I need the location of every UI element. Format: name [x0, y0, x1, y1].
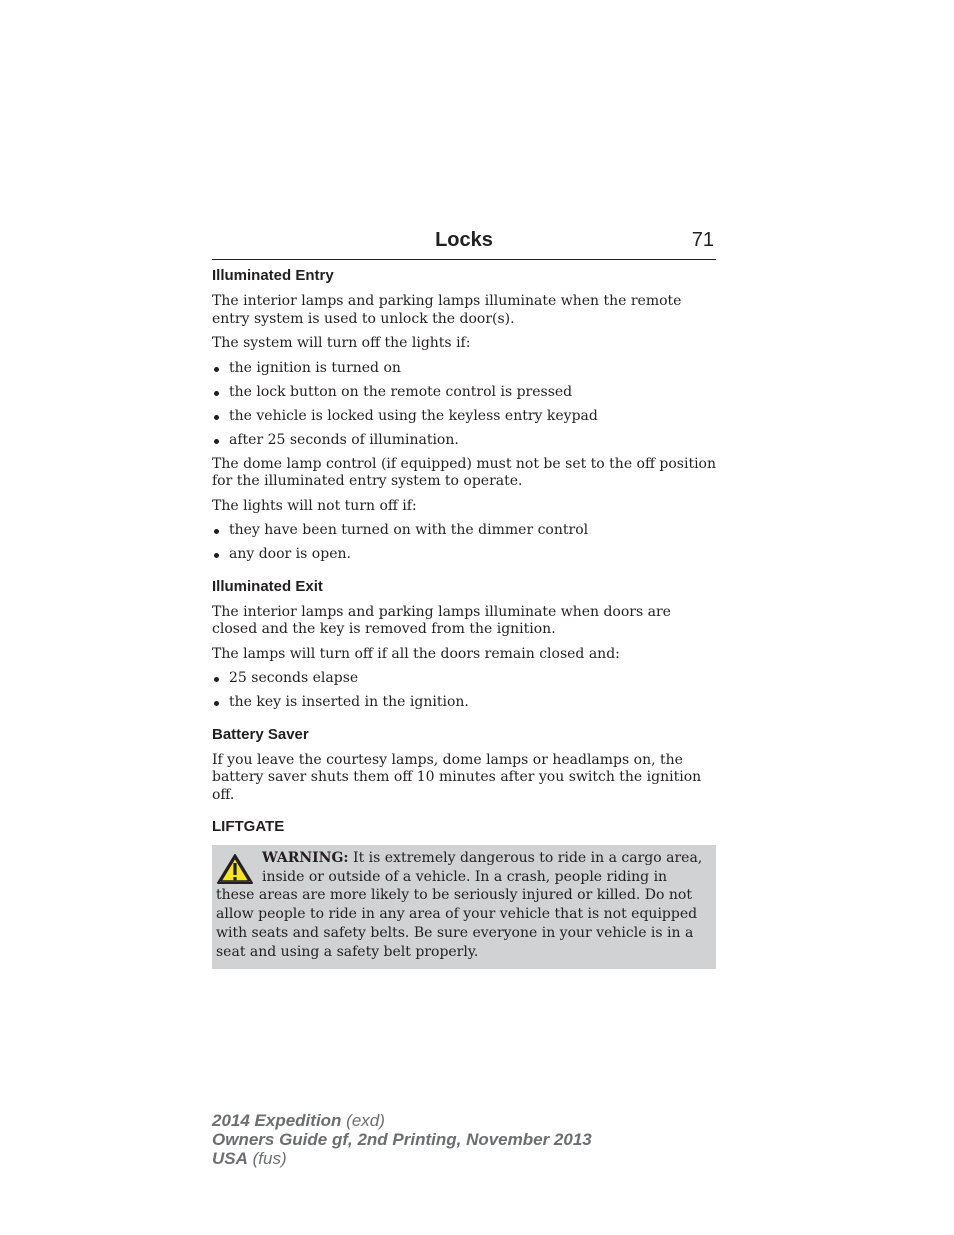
page-footer: [212, 1111, 592, 1168]
footer-line-1: [212, 1111, 592, 1130]
footer-line-2: [212, 1130, 592, 1149]
bullet-list: [212, 360, 716, 450]
footer-model: 2014 Expedition: [212, 1111, 342, 1130]
page-content: [212, 266, 716, 969]
list-item: any door is open.: [212, 546, 716, 564]
warning-text: It is extremely dangerous to ride in a cargo area, inside or outside of a vehicle. In a crash, people riding in these areas are more likely to be seriously injured or killed. Do not allow people to ride in any area of your vehicle that is not equipped with seats and safety belts. Be sure everyone in your vehicle is in a seat and using a safety belt properly.: [216, 850, 703, 960]
heading-liftgate: LIFTGATE: [212, 818, 285, 835]
page-number: 71: [691, 229, 714, 251]
paragraph: The interior lamps and parking lamps illuminate when doors are closed and the key is removed from the ignition.: [212, 603, 671, 637]
paragraph: If you leave the courtesy lamps, dome lamps or headlamps on, the battery saver shuts them off 10 minutes after you switch the ignition off.: [212, 751, 702, 803]
paragraph: The lamps will turn off if all the doors remain closed and:: [212, 645, 620, 662]
warning-box: [212, 845, 716, 969]
footer-line-3: [212, 1149, 592, 1168]
bullet-list: [212, 522, 716, 564]
warning-label: WARNING:: [262, 850, 349, 866]
paragraph: The lights will not turn off if:: [212, 497, 417, 514]
list-item: they have been turned on with the dimmer control: [212, 522, 716, 540]
chapter-title: Locks: [435, 229, 493, 251]
paragraph: The system will turn off the lights if:: [212, 335, 471, 351]
list-item: the lock button on the remote control is pressed: [212, 384, 716, 402]
warning-triangle-icon: [216, 853, 254, 885]
list-item: 25 seconds elapse: [212, 670, 716, 688]
list-item: the ignition is turned on: [212, 360, 716, 378]
footer-edition: Owners Guide gf, 2nd Printing, November 2013: [212, 1130, 592, 1149]
paragraph: The interior lamps and parking lamps illuminate when the remote entry system is used to unlock the door(s).: [212, 293, 682, 327]
list-item: the key is inserted in the ignition.: [212, 694, 716, 712]
heading-illuminated-exit: Illuminated Exit: [212, 577, 323, 595]
page-header: [212, 229, 716, 260]
footer-market: USA: [212, 1149, 248, 1168]
footer-model-code: (exd): [341, 1111, 385, 1130]
paragraph: The dome lamp control (if equipped) must not be set to the off position for the illuminated entry system to operate.: [212, 455, 716, 489]
heading-battery-saver: Battery Saver: [212, 725, 309, 743]
heading-illuminated-entry: Illuminated Entry: [212, 267, 334, 284]
bullet-list: [212, 670, 716, 712]
list-item: after 25 seconds of illumination.: [212, 432, 716, 450]
list-item: the vehicle is locked using the keyless entry keypad: [212, 408, 716, 426]
footer-market-code: (fus): [247, 1149, 287, 1168]
